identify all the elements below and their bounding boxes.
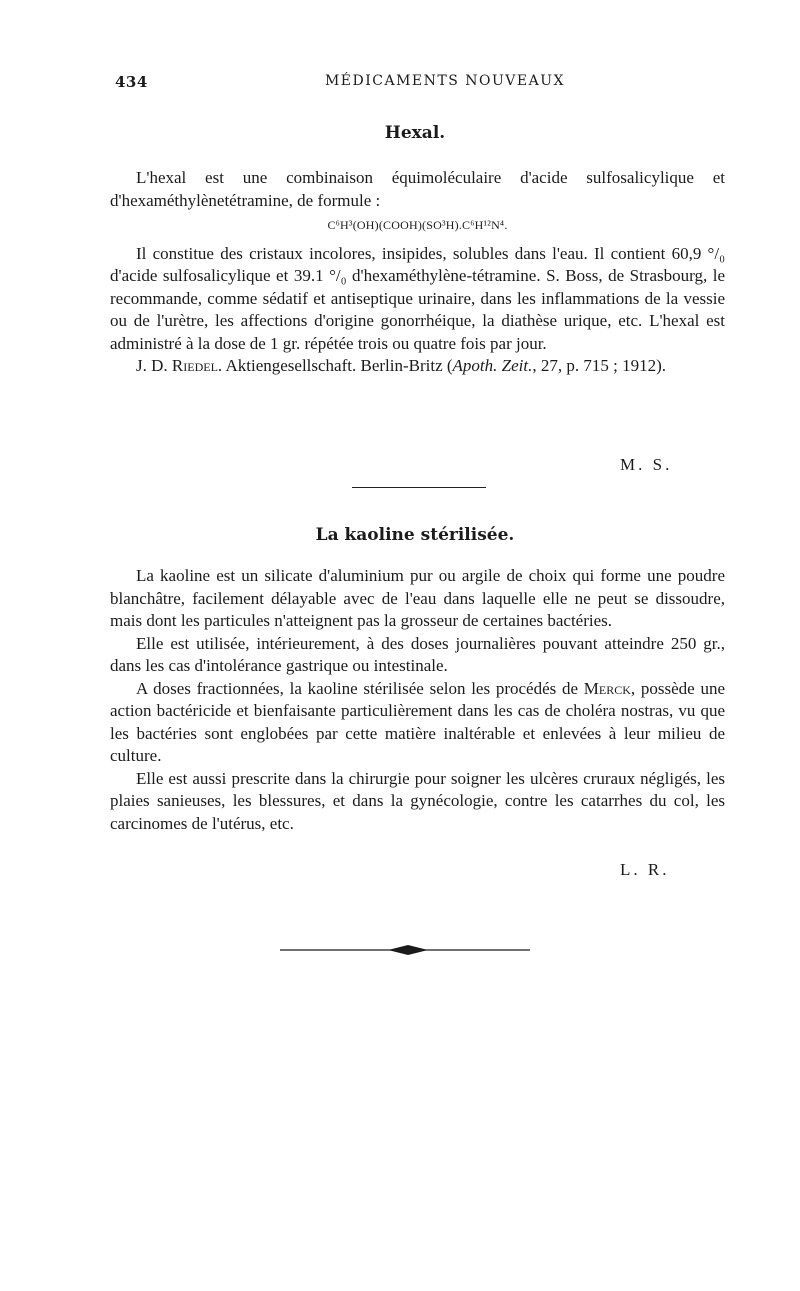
- section-title-hexal: Hexal.: [384, 123, 446, 143]
- signature-lr: L. R.: [620, 860, 670, 879]
- kaoline-body: [110, 565, 725, 835]
- chemical-formula: C⁶H³(OH)(COOH)(SO³H).C⁶H¹²N⁴.: [327, 218, 508, 232]
- reference-middle: . Aktiengesellschaft. Berlin-Britz (: [217, 356, 453, 375]
- reference-suffix: , 27, p. 715 ; 1912).: [532, 356, 666, 375]
- hexal-reference: [110, 355, 725, 378]
- kaoline-paragraph-2: Elle est utilisée, intérieurement, à des doses journalières pouvant atteindre 250 gr., dans les cas d'intolérance gastrique ou intestinale.: [110, 633, 725, 675]
- kaoline-paragraph-3: [110, 678, 725, 768]
- kaoline-paragraph-1: La kaoline est un silicate d'aluminium pur ou argile de choix qui forme une poudre blanchâtre, facilement délayable avec de l'eau dans laquelle elle ne peut se dissoudre, mais dont les particules n'atteignent pas la grosseur de certaines bactéries.: [110, 566, 725, 630]
- section-title-kaoline: La kaoline stérilisée.: [315, 525, 515, 545]
- kaoline-paragraph-4: Elle est aussi prescrite dans la chirurgie pour soigner les ulcères cruraux négligés, les plaies sanieuses, les blessures, et dans la gynécologie, contre les catarrhes du col, les carcinomes de l'utérus, etc.: [110, 768, 725, 833]
- running-title: MÉDICAMENTS NOUVEAUX: [324, 73, 566, 89]
- kaoline-p3-suffix: , possède une action bactéricide et bienfaisante particulièrement dans les cas de choléra nostras, vu que les bactéries sont englobées par cette matière inaltérable et enlevées à leur milieu de culture.: [110, 678, 726, 765]
- hexal-paragraph-2: Il constitue des cristaux incolores, insipides, solubles dans l'eau. Il contient 60,9 °/₀ d'acide sulfosalicylique et 39.1 °/₀ d'hexaméthylène-tétramine. S. Boss, de Strasbourg, le recommande, comme sédatif et antiseptique urinaire, dans les inflammations de la vessie ou de l'urètre, les affections d'origine gonorrhéique, la diathèse urique, etc. L'hexal est administré à la dose de 1 gr. répétée trois ou quatre fois par jour.: [110, 243, 725, 353]
- page-number: 434: [115, 73, 148, 91]
- section-divider: [352, 487, 486, 488]
- kaoline-p3-prefix: A doses fractionnées, la kaoline stérilisée selon les procédés de: [136, 678, 584, 698]
- end-ornament: [280, 940, 530, 960]
- reference-prefix: J. D.: [136, 356, 172, 375]
- kaoline-p3-name: Merck: [583, 678, 631, 698]
- hexal-body: [110, 167, 725, 378]
- reference-author: Riedel: [171, 356, 218, 375]
- reference-journal: Apoth. Zeit.: [452, 356, 533, 375]
- running-head: [115, 73, 715, 97]
- hexal-paragraph-1: L'hexal est une combinaison équimoléculaire d'acide sulfosalicylique et d'hexaméthylènetétramine, de formule :: [110, 168, 725, 210]
- signature-ms: M. S.: [620, 455, 673, 474]
